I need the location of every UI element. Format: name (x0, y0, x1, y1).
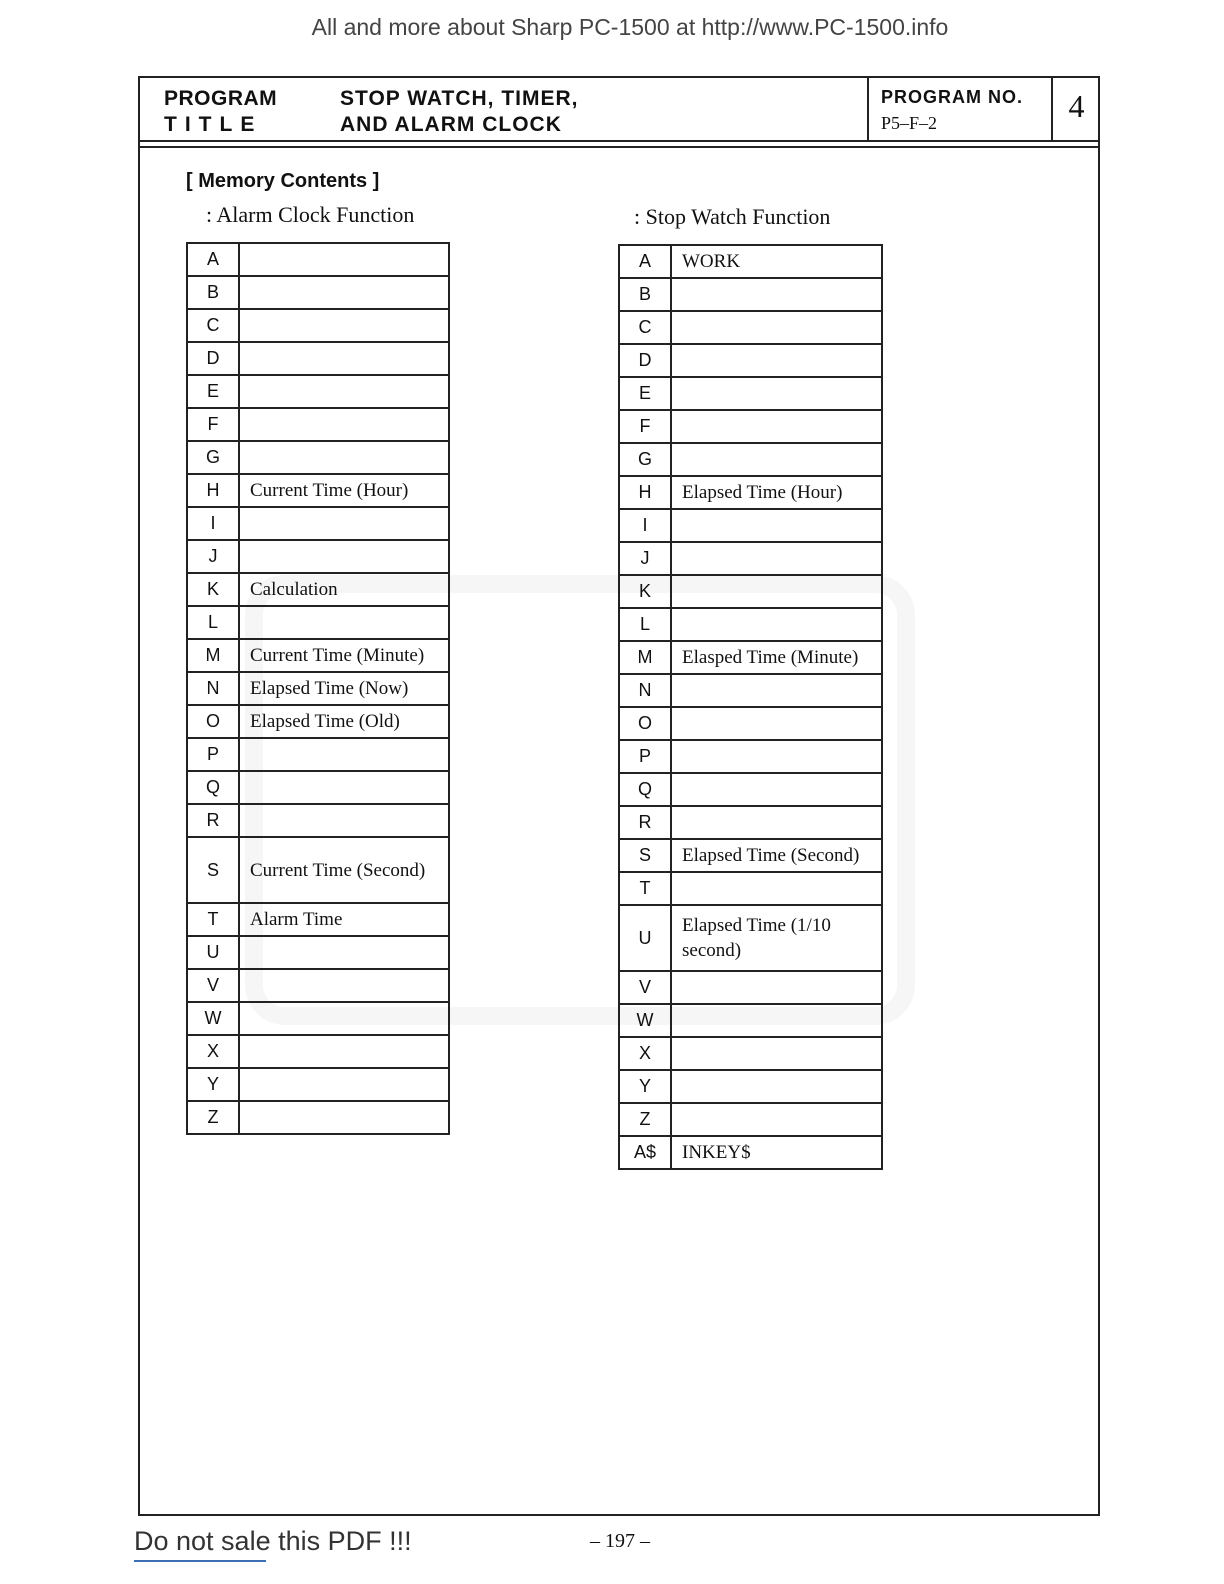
memory-contents: INKEY$ (671, 1136, 882, 1169)
memory-variable: K (187, 573, 239, 606)
memory-row (187, 1068, 449, 1101)
memory-contents (671, 542, 882, 575)
memory-contents: Elapsed Time (Now) (239, 672, 449, 705)
memory-row (187, 771, 449, 804)
program-title-line1: STOP WATCH, TIMER, (340, 87, 579, 110)
memory-variable: T (187, 903, 239, 936)
memory-variable: K (619, 575, 671, 608)
memory-contents (239, 804, 449, 837)
page-index-box (1051, 78, 1100, 140)
memory-contents: Current Time (Second) (239, 837, 449, 903)
memory-row (619, 311, 882, 344)
memory-contents (239, 408, 449, 441)
memory-variable: L (619, 608, 671, 641)
memory-row (619, 740, 882, 773)
memory-contents (671, 872, 882, 905)
memory-variable: I (187, 507, 239, 540)
memory-contents: Current Time (Hour) (239, 474, 449, 507)
memory-contents (239, 1035, 449, 1068)
memory-variable: X (619, 1037, 671, 1070)
memory-row (619, 509, 882, 542)
memory-row (187, 705, 449, 738)
memory-variable: P (619, 740, 671, 773)
memory-variable: F (619, 410, 671, 443)
memory-variable: W (619, 1004, 671, 1037)
memory-variable: L (187, 606, 239, 639)
memory-contents (239, 1068, 449, 1101)
memory-contents (239, 738, 449, 771)
memory-row (619, 1136, 882, 1169)
memory-variable: P (187, 738, 239, 771)
memory-variable: H (619, 476, 671, 509)
memory-row (187, 243, 449, 276)
memory-contents (671, 509, 882, 542)
memory-contents (239, 936, 449, 969)
memory-row (619, 1103, 882, 1136)
memory-row (187, 837, 449, 903)
memory-variable: X (187, 1035, 239, 1068)
memory-row (619, 542, 882, 575)
memory-row (619, 245, 882, 278)
program-title (340, 86, 579, 138)
memory-row (187, 639, 449, 672)
memory-row (619, 641, 882, 674)
memory-variable: G (619, 443, 671, 476)
memory-row (187, 1035, 449, 1068)
memory-contents: Calculation (239, 573, 449, 606)
memory-row (187, 672, 449, 705)
memory-row (187, 342, 449, 375)
memory-variable: H (187, 474, 239, 507)
memory-row (619, 1037, 882, 1070)
memory-contents (239, 771, 449, 804)
memory-variable: Z (619, 1103, 671, 1136)
memory-row (187, 804, 449, 837)
memory-variable: Q (619, 773, 671, 806)
memory-contents (671, 806, 882, 839)
footer-link-underline (134, 1560, 266, 1562)
memory-row (619, 410, 882, 443)
memory-contents (671, 377, 882, 410)
memory-contents (671, 773, 882, 806)
memory-variable: C (619, 311, 671, 344)
memory-row (619, 443, 882, 476)
memory-row (619, 839, 882, 872)
memory-variable: U (187, 936, 239, 969)
memory-row (187, 474, 449, 507)
memory-variable: N (619, 674, 671, 707)
memory-variable: N (187, 672, 239, 705)
memory-row (187, 507, 449, 540)
memory-variable: Y (187, 1068, 239, 1101)
memory-variable: E (187, 375, 239, 408)
memory-contents (671, 443, 882, 476)
memory-row (619, 476, 882, 509)
memory-variable: D (619, 344, 671, 377)
memory-contents: Elapsed Time (Second) (671, 839, 882, 872)
memory-variable: A (619, 245, 671, 278)
memory-row (187, 606, 449, 639)
memory-contents-title: [ Memory Contents ] (186, 170, 380, 192)
memory-row (619, 905, 882, 971)
program-title-label-line1: PROGRAM (164, 87, 278, 110)
memory-contents (239, 276, 449, 309)
alarm-clock-memory-table (186, 242, 450, 1135)
memory-variable: E (619, 377, 671, 410)
memory-contents (671, 311, 882, 344)
memory-variable: A (187, 243, 239, 276)
memory-contents (239, 507, 449, 540)
memory-row (619, 344, 882, 377)
memory-contents (671, 278, 882, 311)
page-index: 4 (1068, 88, 1085, 124)
program-header (140, 78, 1098, 142)
memory-variable: R (619, 806, 671, 839)
memory-variable: R (187, 804, 239, 837)
memory-contents (671, 1070, 882, 1103)
memory-row (619, 806, 882, 839)
program-title-label-line2: TITLE (164, 113, 263, 136)
memory-row (187, 969, 449, 1002)
memory-contents (239, 540, 449, 573)
memory-variable: Z (187, 1101, 239, 1134)
memory-contents (671, 1037, 882, 1070)
memory-row (619, 872, 882, 905)
memory-variable: A$ (619, 1136, 671, 1169)
memory-contents (671, 740, 882, 773)
memory-row (187, 408, 449, 441)
memory-row (619, 1070, 882, 1103)
memory-contents (239, 375, 449, 408)
header-divider (140, 146, 1098, 148)
footer-note: Do not sale this PDF !!! (134, 1526, 412, 1556)
memory-contents (239, 969, 449, 1002)
memory-row (187, 309, 449, 342)
memory-contents (671, 1004, 882, 1037)
memory-contents (671, 608, 882, 641)
memory-contents (239, 606, 449, 639)
memory-row (619, 707, 882, 740)
alarm-clock-function-label: : Alarm Clock Function (206, 202, 415, 227)
memory-row (619, 773, 882, 806)
memory-variable: M (187, 639, 239, 672)
memory-variable: V (619, 971, 671, 1004)
memory-contents: Current Time (Minute) (239, 639, 449, 672)
memory-contents (671, 1103, 882, 1136)
program-title-line2: AND ALARM CLOCK (340, 113, 562, 136)
memory-contents (671, 344, 882, 377)
memory-variable: S (187, 837, 239, 903)
memory-contents: Elasped Time (Minute) (671, 641, 882, 674)
memory-contents (239, 309, 449, 342)
program-number-box (867, 78, 1051, 140)
memory-variable: I (619, 509, 671, 542)
memory-variable: C (187, 309, 239, 342)
program-number-label: PROGRAM NO. (881, 87, 1024, 107)
memory-variable: T (619, 872, 671, 905)
memory-row (619, 377, 882, 410)
memory-variable: M (619, 641, 671, 674)
memory-variable: D (187, 342, 239, 375)
memory-row (619, 608, 882, 641)
memory-contents (671, 575, 882, 608)
memory-variable: Q (187, 771, 239, 804)
memory-variable: F (187, 408, 239, 441)
memory-variable: O (187, 705, 239, 738)
memory-contents (671, 707, 882, 740)
memory-row (187, 441, 449, 474)
memory-contents (239, 441, 449, 474)
memory-variable: S (619, 839, 671, 872)
memory-variable: V (187, 969, 239, 1002)
program-number-value: P5–F–2 (881, 113, 938, 133)
memory-row (619, 575, 882, 608)
memory-contents (671, 971, 882, 1004)
memory-contents (671, 410, 882, 443)
memory-contents (239, 1101, 449, 1134)
memory-variable: B (619, 278, 671, 311)
memory-row (187, 936, 449, 969)
stop-watch-memory-table (618, 244, 883, 1170)
memory-row (619, 278, 882, 311)
memory-row (619, 674, 882, 707)
memory-row (187, 738, 449, 771)
memory-contents: WORK (671, 245, 882, 278)
memory-row (187, 375, 449, 408)
memory-row (619, 971, 882, 1004)
memory-variable: J (187, 540, 239, 573)
memory-row (187, 573, 449, 606)
memory-contents: Elapsed Time (Hour) (671, 476, 882, 509)
memory-row (187, 540, 449, 573)
memory-contents: Alarm Time (239, 903, 449, 936)
memory-variable: B (187, 276, 239, 309)
memory-variable: Y (619, 1070, 671, 1103)
memory-row (187, 1002, 449, 1035)
memory-contents: Elapsed Time (1/10 second) (671, 905, 882, 971)
page-number: – 197 – (590, 1530, 650, 1552)
memory-row (187, 903, 449, 936)
stop-watch-function-label: : Stop Watch Function (634, 204, 831, 229)
memory-contents (239, 243, 449, 276)
memory-variable: J (619, 542, 671, 575)
memory-variable: G (187, 441, 239, 474)
memory-row (619, 1004, 882, 1037)
program-title-label (164, 86, 277, 138)
memory-contents (239, 342, 449, 375)
memory-variable: U (619, 905, 671, 971)
memory-contents: Elapsed Time (Old) (239, 705, 449, 738)
memory-row (187, 276, 449, 309)
memory-variable: O (619, 707, 671, 740)
memory-variable: W (187, 1002, 239, 1035)
site-note: All and more about Sharp PC-1500 at http://www.PC-1500.info (311, 14, 949, 40)
memory-contents (239, 1002, 449, 1035)
memory-row (187, 1101, 449, 1134)
memory-contents (671, 674, 882, 707)
